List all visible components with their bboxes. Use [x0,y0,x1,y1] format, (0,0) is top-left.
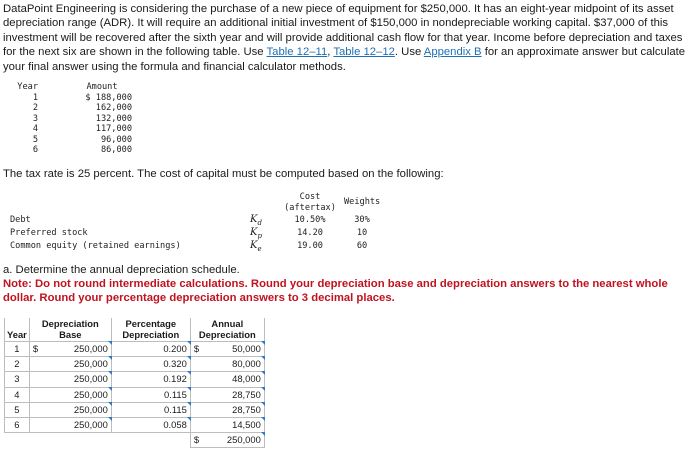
dep-year: 1 [5,342,30,357]
income-row [10,135,132,146]
capital-symbol-sub: p [257,232,262,240]
dep-header-pct [111,318,190,342]
capital-source-name: Preferred stock [10,228,88,238]
dep-header-row [5,318,265,342]
dep-year: 5 [5,402,30,417]
income-row [10,93,132,104]
dep-annual-currency: $ [190,342,204,357]
income-year: 5 [32,134,38,145]
income-amount: 96,000 [100,134,132,145]
intro-text-3: for an approximate answer but calculate your final answer using the formula and financial calculator methods. [3,46,686,73]
dep-header-ann-2: Depreciation [198,328,256,340]
depreciation-table [4,318,265,448]
income-amount: 117,000 [95,124,132,134]
dep-base-currency-blank [29,417,43,432]
dep-total-input[interactable]: 250,000 [204,433,265,448]
capital-cost: 10.50% [294,215,326,225]
income-header-row [10,82,132,93]
dep-pct-input[interactable]: 0.192 [111,372,190,387]
dep-base-input[interactable]: 250,000 [43,357,112,372]
dep-base-input[interactable]: 250,000 [43,387,112,402]
dep-base-input[interactable]: 250,000 [43,417,112,432]
capital-symbol-letter: K [250,227,258,238]
capital-header-weights: Weights [344,197,381,207]
capital-weight: 10 [356,228,368,238]
dep-annual-currency-blank [190,357,204,372]
dep-annual-input[interactable]: 28,750 [204,402,265,417]
dep-row [5,387,265,402]
problem-statement [3,2,695,74]
capital-symbol-sub: e [257,245,262,253]
capital-symbol-sub: d [257,219,262,227]
income-header-amount: Amount [86,82,118,92]
dep-annual-input[interactable]: 50,000 [204,342,265,357]
income-row [10,124,132,135]
dep-pct-input[interactable]: 0.115 [111,402,190,417]
income-amount: 132,000 [95,113,132,124]
dep-annual-currency-blank [190,417,204,432]
dep-header-base-1: Depreciation [41,318,99,329]
part-a-instructions [3,263,693,305]
capital-header-aftertax: (aftertax) [284,203,336,213]
dep-total-currency: $ [190,433,204,448]
income-year: 6 [32,145,38,155]
dep-annual-currency-blank [190,387,204,402]
dep-pct-input[interactable]: 0.320 [111,357,190,372]
dep-total-spacer [43,433,112,448]
dep-annual-input[interactable]: 28,750 [204,387,265,402]
dep-row [5,417,265,432]
capital-cost: 19.00 [297,241,323,251]
dep-header-base [29,318,111,342]
table-12-12-link[interactable]: Table 12–12 [333,46,395,59]
dep-total-spacer [29,433,43,448]
dep-base-input[interactable]: 250,000 [43,402,112,417]
capital-header-cost: Cost [299,192,321,202]
dep-pct-input[interactable]: 0.200 [111,342,190,357]
dep-year: 2 [5,357,30,372]
income-year: 3 [32,113,38,124]
dep-row [5,342,265,357]
dep-base-input[interactable]: 250,000 [43,342,112,357]
dep-row [5,357,265,372]
dep-base-currency-blank [29,387,43,402]
intro-text-1: DataPoint Engineering is considering the purchase of a new piece of equipment for $250,000. It has an eight-year midpoint of its asset depreciation range (ADR). It will require an additional initial investment of $150,000 in nondepreciable working capital. $37,000 of this investment will be recovered after the sixth year and will provide additional cash flow for that year. Income before depreciation and taxes for the next six are shown in the following table. Use [3,3,683,59]
dep-row [5,402,265,417]
dep-header-pct-1: Percentage [125,318,177,329]
income-header-year: Year [17,82,38,92]
income-row [10,145,132,156]
part-a-note: Note: Do not round intermediate calculations. Round your depreciation base and depreciation answers to the nearest whole dollar. Round your percentage depreciation answers to 3 decimal places. [3,278,668,304]
capital-table [10,191,382,251]
dep-base-input[interactable]: 250,000 [43,372,112,387]
income-year: 1 [32,92,38,103]
dep-header-year-label: Year [7,328,27,340]
capital-symbol [250,240,262,255]
tax-rate-text: The tax rate is 25 percent. The cost of capital must be computed based on the following: [3,168,444,180]
dep-year: 3 [5,372,30,387]
dep-base-currency-blank [29,402,43,417]
dep-year: 4 [5,387,30,402]
dep-annual-input[interactable]: 48,000 [204,372,265,387]
dep-total-row [5,433,265,448]
income-amount: 86,000 [100,145,132,155]
dep-header-year [5,318,30,342]
dep-base-currency-blank [29,357,43,372]
dep-year: 6 [5,417,30,432]
income-year: 4 [32,124,38,134]
table-12-11-link[interactable]: Table 12–11 [266,46,328,59]
dep-total-spacer [111,433,190,448]
income-table [10,82,132,156]
dep-pct-input[interactable]: 0.058 [111,417,190,432]
dep-header-annual [190,318,264,342]
capital-cost: 14.20 [297,228,323,238]
dep-header-ann-1: Annual [211,318,244,329]
income-amount: $ 188,000 [85,92,132,103]
capital-row-debt [10,214,382,226]
capital-symbol-letter: K [250,214,258,225]
capital-row-common [10,240,382,252]
dep-annual-input[interactable]: 14,500 [204,417,265,432]
capital-symbol-letter: K [250,240,258,251]
dep-header-pct-2: Depreciation [122,328,180,340]
dep-annual-input[interactable]: 80,000 [204,357,265,372]
appendix-b-link[interactable]: Appendix B [423,46,482,59]
dep-base-currency-blank [29,372,43,387]
intro-text-2: . Use [394,46,424,59]
dep-annual-currency-blank [190,402,204,417]
capital-weight: 30% [354,215,370,225]
part-a-title: a. Determine the annual depreciation schedule. [3,264,240,276]
income-year: 2 [32,103,38,113]
income-amount: 162,000 [95,103,132,113]
intro-sep-1: , [327,46,334,59]
income-row [10,114,132,125]
income-row [10,103,132,114]
capital-source-name: Common equity (retained earnings) [10,241,181,251]
dep-base-currency: $ [29,342,43,357]
dep-annual-currency-blank [190,372,204,387]
dep-header-base-2: Base [59,328,82,340]
capital-source-name: Debt [10,215,31,225]
dep-total-spacer [5,433,30,448]
capital-weight: 60 [356,241,368,251]
capital-row-preferred [10,227,382,239]
dep-row [5,372,265,387]
dep-pct-input[interactable]: 0.115 [111,387,190,402]
